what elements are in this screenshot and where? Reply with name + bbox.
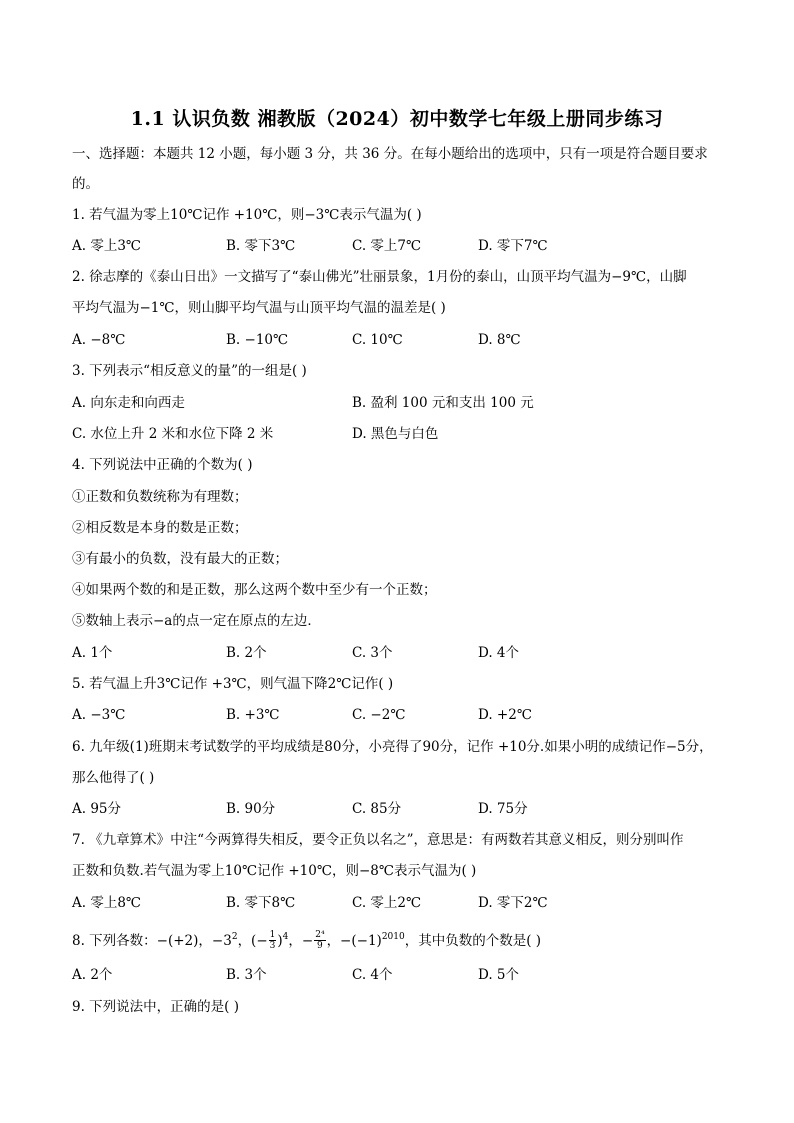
question-4-statement-2: ②相反数是本身的数是正数； <box>72 520 248 536</box>
question-4-stem: 4. 下列说法中正确的个数为( ) <box>72 457 253 473</box>
question-2-stem: 2. 徐志摩的《泰山日出》一文描写了“泰山佛光”壮丽景象，1月份的泰山，山顶平均气温为−9℃，山脚 <box>72 269 687 285</box>
question-4-option-a: A. 1个 <box>72 645 113 661</box>
question-6-option-c: C. 85分 <box>352 801 402 817</box>
question-2-option-a: A. −8℃ <box>72 332 126 348</box>
section-heading-cont: 的。 <box>72 176 99 192</box>
question-6-stem-cont: 那么他得了( ) <box>72 770 155 786</box>
section-heading: 一、选择题：本题共 12 小题，每小题 3 分，共 36 分。在每小题给出的选项中，只有一项是符合题目要求 <box>72 146 708 162</box>
q8-suffix: ，其中负数的个数是( ) <box>404 932 542 949</box>
question-9-stem: 9. 下列说法中，正确的是( ) <box>72 999 239 1015</box>
question-2-option-b: B. −10℃ <box>226 332 289 348</box>
q8-fraction-2-denominator: 9 <box>317 941 323 951</box>
question-8-option-d: D. 5个 <box>478 967 520 983</box>
question-4-option-d: D. 4个 <box>478 645 520 661</box>
q8-exponent-3: 2010 <box>381 931 405 942</box>
question-5-option-a: A. −3℃ <box>72 707 126 723</box>
question-7-option-d: D. 零下2℃ <box>478 895 548 911</box>
q8-exponent-1: 2 <box>231 931 238 942</box>
question-7-stem: 7. 《九章算术》中注“今两算得失相反，要令正负以名之”，意思是：有两数若其意义相反，则分别叫作 <box>72 832 684 848</box>
page-title: 1.1 认识负数 湘教版（2024）初中数学七年级上册同步练习 <box>130 108 664 130</box>
question-5-option-c: C. −2℃ <box>352 707 406 723</box>
q8-fraction-1-denominator: 3 <box>269 941 276 951</box>
question-1-option-d: D. 零下7℃ <box>478 238 548 254</box>
question-6-stem: 6. 九年级(1)班期末考试数学的平均成绩是80分，小亮得了90分，记作 +10分.如果小明的成绩记作−5分， <box>72 739 713 755</box>
question-5-stem: 5. 若气温上升3℃记作 +3℃，则气温下降2℃记作( ) <box>72 676 394 692</box>
question-4-statement-4: ④如果两个数的和是正数，那么这两个数中至少有一个正数； <box>72 582 437 598</box>
question-6-option-d: D. 75分 <box>478 801 528 817</box>
question-8-stem <box>72 930 541 951</box>
question-6-option-a: A. 95分 <box>72 801 122 817</box>
question-2-stem-cont: 平均气温为−1℃，则山脚平均气温与山顶平均气温的温差是( ) <box>72 300 446 316</box>
question-4-statement-5: ⑤数轴上表示−a的点一定在原点的左边． <box>72 613 321 629</box>
question-8-option-b: B. 3个 <box>226 967 267 983</box>
question-8-option-c: C. 4个 <box>352 967 393 983</box>
question-1-stem: 1. 若气温为零上10℃记作 +10℃，则−3℃表示气温为( ) <box>72 207 422 223</box>
question-7-option-c: C. 零上2℃ <box>352 895 422 911</box>
question-2-option-c: C. 10℃ <box>352 332 403 348</box>
question-5-option-b: B. +3℃ <box>226 707 280 723</box>
question-7-option-b: B. 零下8℃ <box>226 895 296 911</box>
question-4-option-c: C. 3个 <box>352 645 393 661</box>
q8-fraction-1-numerator: 1 <box>269 930 276 940</box>
question-3-option-d: D. 黑色与白色 <box>352 426 439 442</box>
question-6-option-b: B. 90分 <box>226 801 276 817</box>
question-5-option-d: D. +2℃ <box>478 707 532 723</box>
q8-prefix: 8. 下列各数：−(+2)，−3 <box>72 932 232 949</box>
q8-part-5: ，−(−1) <box>326 932 382 949</box>
q8-part-2: ，(− <box>237 932 268 949</box>
question-3-stem: 3. 下列表示“相反意义的量”的一组是( ) <box>72 363 307 379</box>
question-7-stem-cont: 正数和负数.若气温为零上10℃记作 +10℃，则−8℃表示气温为( ) <box>72 863 477 879</box>
q8-fraction-2-numerator: 2⁴ <box>315 930 325 940</box>
question-4-statement-1: ①正数和负数统称为有理数； <box>72 489 248 505</box>
question-2-option-d: D. 8℃ <box>478 332 521 348</box>
question-4-statement-3: ③有最小的负数，没有最大的正数； <box>72 551 288 567</box>
question-1-option-b: B. 零下3℃ <box>226 238 296 254</box>
q8-fraction-2 <box>314 930 325 951</box>
question-7-option-a: A. 零上8℃ <box>72 895 142 911</box>
question-1-option-a: A. 零上3℃ <box>72 238 142 254</box>
q8-part-4: ，− <box>288 932 314 949</box>
q8-exponent-2: 4 <box>282 931 289 942</box>
question-3-option-a: A. 向东走和向西走 <box>72 395 185 411</box>
question-1-option-c: C. 零上7℃ <box>352 238 422 254</box>
q8-part-3: ) <box>277 932 283 949</box>
question-4-option-b: B. 2个 <box>226 645 267 661</box>
q8-fraction-1 <box>269 930 277 951</box>
question-3-option-b: B. 盈利 100 元和支出 100 元 <box>352 395 534 411</box>
question-3-option-c: C. 水位上升 2 米和水位下降 2 米 <box>72 426 274 442</box>
question-8-option-a: A. 2个 <box>72 967 113 983</box>
